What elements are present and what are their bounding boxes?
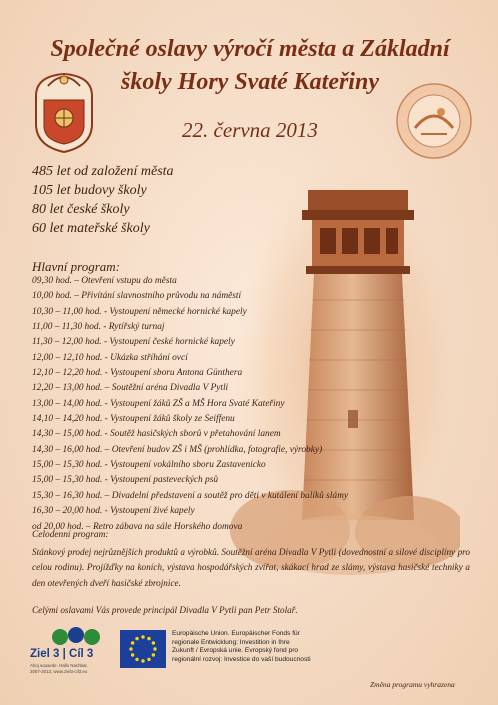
program-item: 14,30 – 15,00 hod. - Soutěž hasičských sborů v přetahování lanem: [32, 429, 281, 440]
program-item: 12,00 – 12,10 hod. - Ukázka stříhání ovcí: [32, 352, 188, 363]
anniversary-item: 105 let budovy školy: [32, 183, 147, 198]
program-item: 15,00 – 15,30 hod. - Vystoupení vokálního sboru Zastavenícko: [32, 460, 266, 471]
ziel3-leaf-icon: [46, 626, 106, 648]
ziel3-logo: [28, 626, 112, 676]
main-program-heading: Hlavní program:: [32, 259, 120, 274]
eu-star-icon: [131, 641, 134, 644]
ziel3-url: 2007-2013, www.ziel3-cil3.eu: [30, 669, 88, 674]
eu-star-icon: [152, 641, 155, 644]
main-program-list: [32, 274, 348, 535]
anniversary-item: 60 let mateřské školy: [32, 221, 150, 236]
program-item: 15,00 – 15,30 hod. - Vystoupení pasteveckých psů: [32, 475, 219, 486]
program-item: 14,30 – 16,00 hod. – Otevření budov ZŠ i MŠ (prohlídka, fotografie, výrobky): [32, 444, 323, 455]
program-item: 10,00 hod. – Přivítání slavnostního průvodu na náměstí: [32, 291, 242, 302]
all-day-program-text: Stánkový prodej nejrůznějších produktů a výrobků. Soutěžní aréna Divadla V Pytli (dovednostní a silové disciplíny pro celou rodinu). Projížďky na koních, výstava hospodářských zvířat, skákací hrad ze slámy, výstava hasičské techniky a den otevřených dveří hasičské zbrojnice.: [32, 547, 470, 588]
eu-star-icon: [131, 653, 134, 656]
program-item: 10,30 – 11,00 hod. - Vystoupení německé hornické kapely: [32, 306, 247, 317]
program-change-note: Změna programu vyhrazena: [370, 680, 455, 689]
eu-star-icon: [135, 637, 138, 640]
program-item: od 20,00 hod. – Retro zábava na sále Horského domova: [32, 521, 243, 532]
program-item: 13,00 – 14,00 hod. - Vystoupení žáků ZŠ a MŠ Hora Svaté Kateřiny: [32, 398, 285, 409]
eu-star-icon: [152, 653, 155, 656]
program-item: 09,30 hod. – Otevření vstupu do města: [32, 276, 177, 286]
all-day-program-heading: Celodenní program:: [32, 530, 109, 540]
program-item: 12,20 – 13,00 hod. – Soutěžní aréna Divadla V Pytli: [32, 383, 229, 394]
eu-star-icon: [153, 647, 156, 650]
eu-star-icon: [147, 658, 150, 661]
anniversary-item: 485 let od založení města: [32, 164, 174, 179]
eu-text-line: Zukunft / Evropská unie. Evropský fond pro: [172, 647, 299, 654]
ziel3-subtext: [30, 663, 88, 675]
eu-star-icon: [141, 659, 144, 662]
eu-text-line: regionální rozvoj: Investice do vaší budoucnosti: [172, 655, 311, 663]
ziel3-name: Ziel 3 | Cíl 3: [30, 648, 94, 660]
eu-star-icon: [129, 647, 132, 650]
host-note: Celými oslavami Vás provede principál Divadla V Pytli pan Petr Stolař.: [32, 605, 298, 615]
ziel3-tagline: Ahoj sousede. Hallo Nachbar.: [30, 663, 88, 668]
program-item: 16,30 – 20,00 hod. - Vystoupení živé kapely: [32, 506, 195, 517]
eu-text-line: Europäische Union. Europäischer Fonds für: [172, 630, 300, 637]
title-line-1: Společné oslavy výročí města a Základní: [50, 36, 450, 62]
anniversary-list: [32, 162, 174, 238]
program-item: 11,30 – 12,00 hod. - Vystoupení české hornické kapely: [32, 337, 235, 348]
program-item: 11,00 – 11,30 hod. - Rytířský turnaj: [32, 322, 165, 333]
event-date: 22. června 2013: [182, 118, 318, 142]
eu-star-icon: [135, 658, 138, 661]
program-item: 14,10 – 14,20 hod. - Vystoupení žáků školy ze Seiffenu: [32, 414, 235, 425]
eu-flag-icon: [120, 630, 166, 668]
eu-text-line: regionale Entwicklung: Investition in Ihre: [172, 638, 290, 646]
title-line-2: školy Hory Svaté Kateřiny: [121, 69, 379, 95]
eu-star-icon: [147, 637, 150, 640]
eu-star-icon: [141, 635, 144, 638]
eu-fund-text: [172, 630, 352, 664]
sponsor-logos: [28, 626, 328, 676]
anniversary-item: 80 let české školy: [32, 202, 130, 217]
program-item: 12,10 – 12,20 hod. - Vystoupení sboru Antona Günthera: [32, 368, 243, 379]
program-item: 15,30 – 16,30 hod. – Divadelní představení a soutěž pro děti v kutálení balíků slámy: [32, 490, 349, 501]
poster-title: [30, 33, 470, 99]
